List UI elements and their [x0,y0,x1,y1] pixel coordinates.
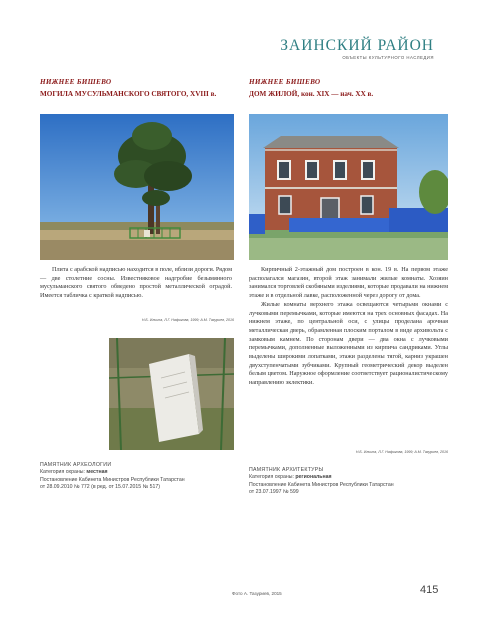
right-location: НИЖНЕЕ БИШЕВО [249,78,321,86]
left-status-category: ПАМЯТНИК АРХЕОЛОГИИ [40,462,112,468]
left-object-title: МОГИЛА МУСУЛЬМАНСКОГО СВЯТОГО, XVIII в. [40,90,217,98]
left-location: НИЖНЕЕ БИШЕВО [40,78,112,86]
left-status-protection [40,469,240,476]
left-description [40,266,232,301]
region-subtitle: ОБЪЕКТЫ КУЛЬТУРНОГО НАСЛЕДИЯ [342,55,434,60]
right-object-title: ДОМ ЖИЛОЙ, кон. XIX — нач. XX в. [249,90,374,98]
right-paragraph-1: Кирпичный 2-этажный дом построен в кон. 19 в. На первом этаже располагался магазин, второй этаж занимали жилые комнаты. Хозяин занимался торговлей скобяными изделиями, которые продавали на нижнем этаже и в отдельной лавке, расположенной через дорогу от дома. [249,266,448,300]
left-description-text: Плита с арабской надписью находится в поле, вблизи дороги. Рядом — две столетние сосны. Известняковое надгробие безымянного мусульманского святого обведено простой металлической оградой. Имеется табличка с краткой надписью. [40,266,232,300]
right-status-protection [249,474,449,481]
right-status-decree-2: от 23.07.1997 № 599 [249,488,299,495]
left-protection-value: местная [86,469,108,476]
right-status-decree-1: Постановление Кабинета Министров Республики Татарстан [249,481,394,488]
photo-grave-pine-tree [40,114,234,260]
page-number: 415 [420,584,439,596]
left-protection-label: Категория охраны: [40,469,85,476]
photo-tombstone [109,338,234,450]
right-description [249,266,448,388]
right-protection-label: Категория охраны: [249,474,294,481]
left-credit: Н.Б. Ильина, Л.Г. Нафигова, 1999; А.М. Тазуриев, 2016 [141,318,234,322]
right-status-category: ПАМЯТНИК АРХИТЕКТУРЫ [249,467,324,473]
left-status-decree-2: от 28.09.2010 № 772 (в ред. от 15.07.2015 № 517) [40,483,160,490]
left-status-block [40,462,240,491]
left-status-decree-1: Постановление Кабинета Министров Республики Татарстан [40,476,185,483]
right-paragraph-2: Жилые комнаты верхнего этажа освещаются четырьмя окнами с лучковыми перемычками, которые имеются на трех основных фасадах. На нижнем этаже, по центральной оси, с улицы проделана арочная металлическая дверь, обрамленная плоским порталом в виде архивольта с замковым камнем. По сторонам двери — два окна с лучковыми перемычками, дополненные выложенными из кирпича сандриками. Углы выделены широкими лопатками, этажи разделены тягой, карниз украшен двухступенчатыми зубчиками. Крупный геометрический декор выделен белым цветом. Наружное оформление соответствует рационалистическому направлению эклектики. [249,300,448,387]
right-protection-value: региональная [295,474,332,481]
photo-brick-house [249,114,448,260]
photo-credit: Фото А. Тазуриев, 2015 [232,591,282,596]
right-status-block [249,467,449,496]
region-title: ЗАИНСКИЙ РАЙОН [280,37,434,54]
right-credit: Н.Б. Ильина, Л.Г. Нафигова, 1999; А.М. Тазуриев, 2016 [355,450,448,454]
